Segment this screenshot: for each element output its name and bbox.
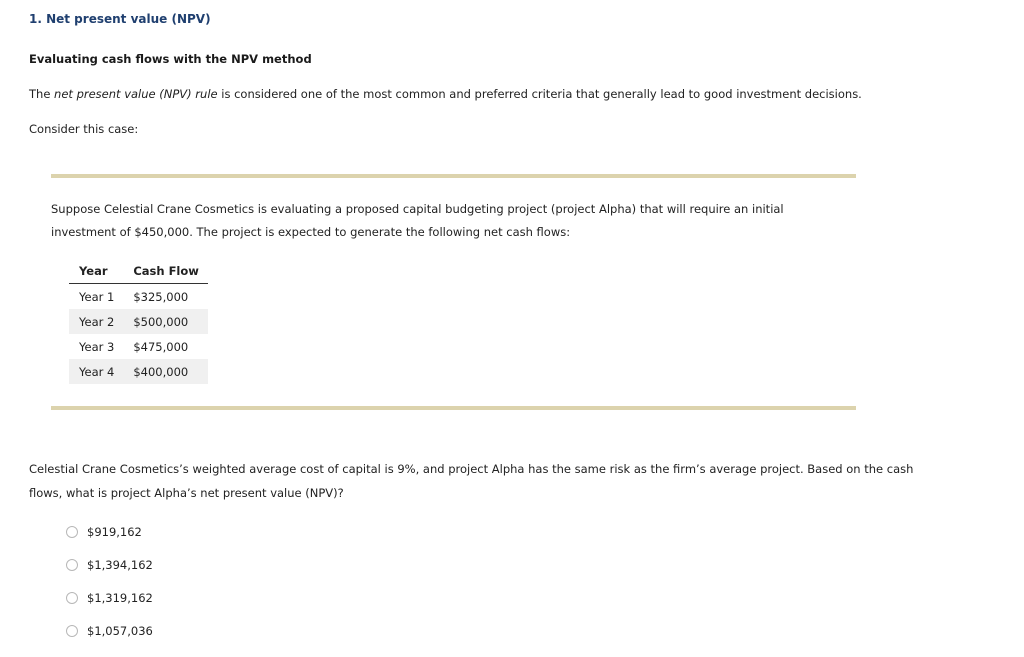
radio-button-2[interactable] [66, 559, 78, 571]
cash-flow-cell: $325,000 [133, 289, 189, 304]
answer-option-2[interactable] [66, 556, 153, 574]
radio-button-4[interactable] [66, 625, 78, 637]
answer-options [66, 523, 153, 655]
table-row [69, 359, 208, 384]
table-header-row [69, 259, 208, 284]
year-cell: Year 3 [79, 339, 115, 354]
answer-label-2: $1,394,162 [87, 558, 153, 572]
intro-emphasis: net present value (NPV) rule [54, 87, 218, 101]
case-bottom-divider [51, 406, 856, 410]
intro-suffix: is considered one of the most common and preferred criteria that generally lead to good investment decisions. [217, 87, 862, 101]
year-cell: Year 2 [69, 309, 123, 334]
intro-prefix: The [29, 87, 55, 101]
intro-text [29, 87, 862, 101]
answer-label-4: $1,057,036 [87, 624, 153, 638]
case-description: Suppose Celestial Crane Cosmetics is evaluating a proposed capital budgeting project (project Alpha) that will require an initial investment of $450,000. The project is expected to generate the following net cash flows: [51, 202, 784, 239]
consider-text: Consider this case: [29, 122, 139, 136]
answer-label-1: $919,162 [87, 525, 142, 539]
question-title: 1. Net present value (NPV) [29, 12, 211, 26]
answer-label-3: $1,319,162 [87, 591, 153, 605]
cash-flow-table [69, 259, 208, 384]
section-heading: Evaluating cash flows with the NPV method [29, 52, 312, 66]
case-top-divider [51, 174, 856, 178]
radio-button-3[interactable] [66, 592, 78, 604]
question-prompt: Celestial Crane Cosmetics’s weighted average cost of capital is 9%, and project Alpha has the same risk as the firm’s average project. Based on the cash flows, what is project Alpha’s net present value (NPV)? [29, 462, 914, 500]
radio-button-1[interactable] [66, 526, 78, 538]
year-cell: Year 4 [69, 359, 123, 384]
table-row [69, 309, 208, 334]
year-cell: Year 1 [79, 289, 115, 304]
column-header-year: Year [69, 259, 123, 284]
answer-option-1[interactable] [66, 523, 153, 541]
column-header-cash-flow: Cash Flow [123, 259, 208, 284]
cash-flow-cell: $500,000 [123, 309, 208, 334]
answer-option-3[interactable] [66, 589, 153, 607]
cash-flow-cell: $475,000 [133, 339, 189, 354]
cash-flow-cell: $400,000 [123, 359, 208, 384]
table-row [69, 334, 208, 359]
answer-option-4[interactable] [66, 622, 153, 640]
table-row [69, 284, 208, 310]
